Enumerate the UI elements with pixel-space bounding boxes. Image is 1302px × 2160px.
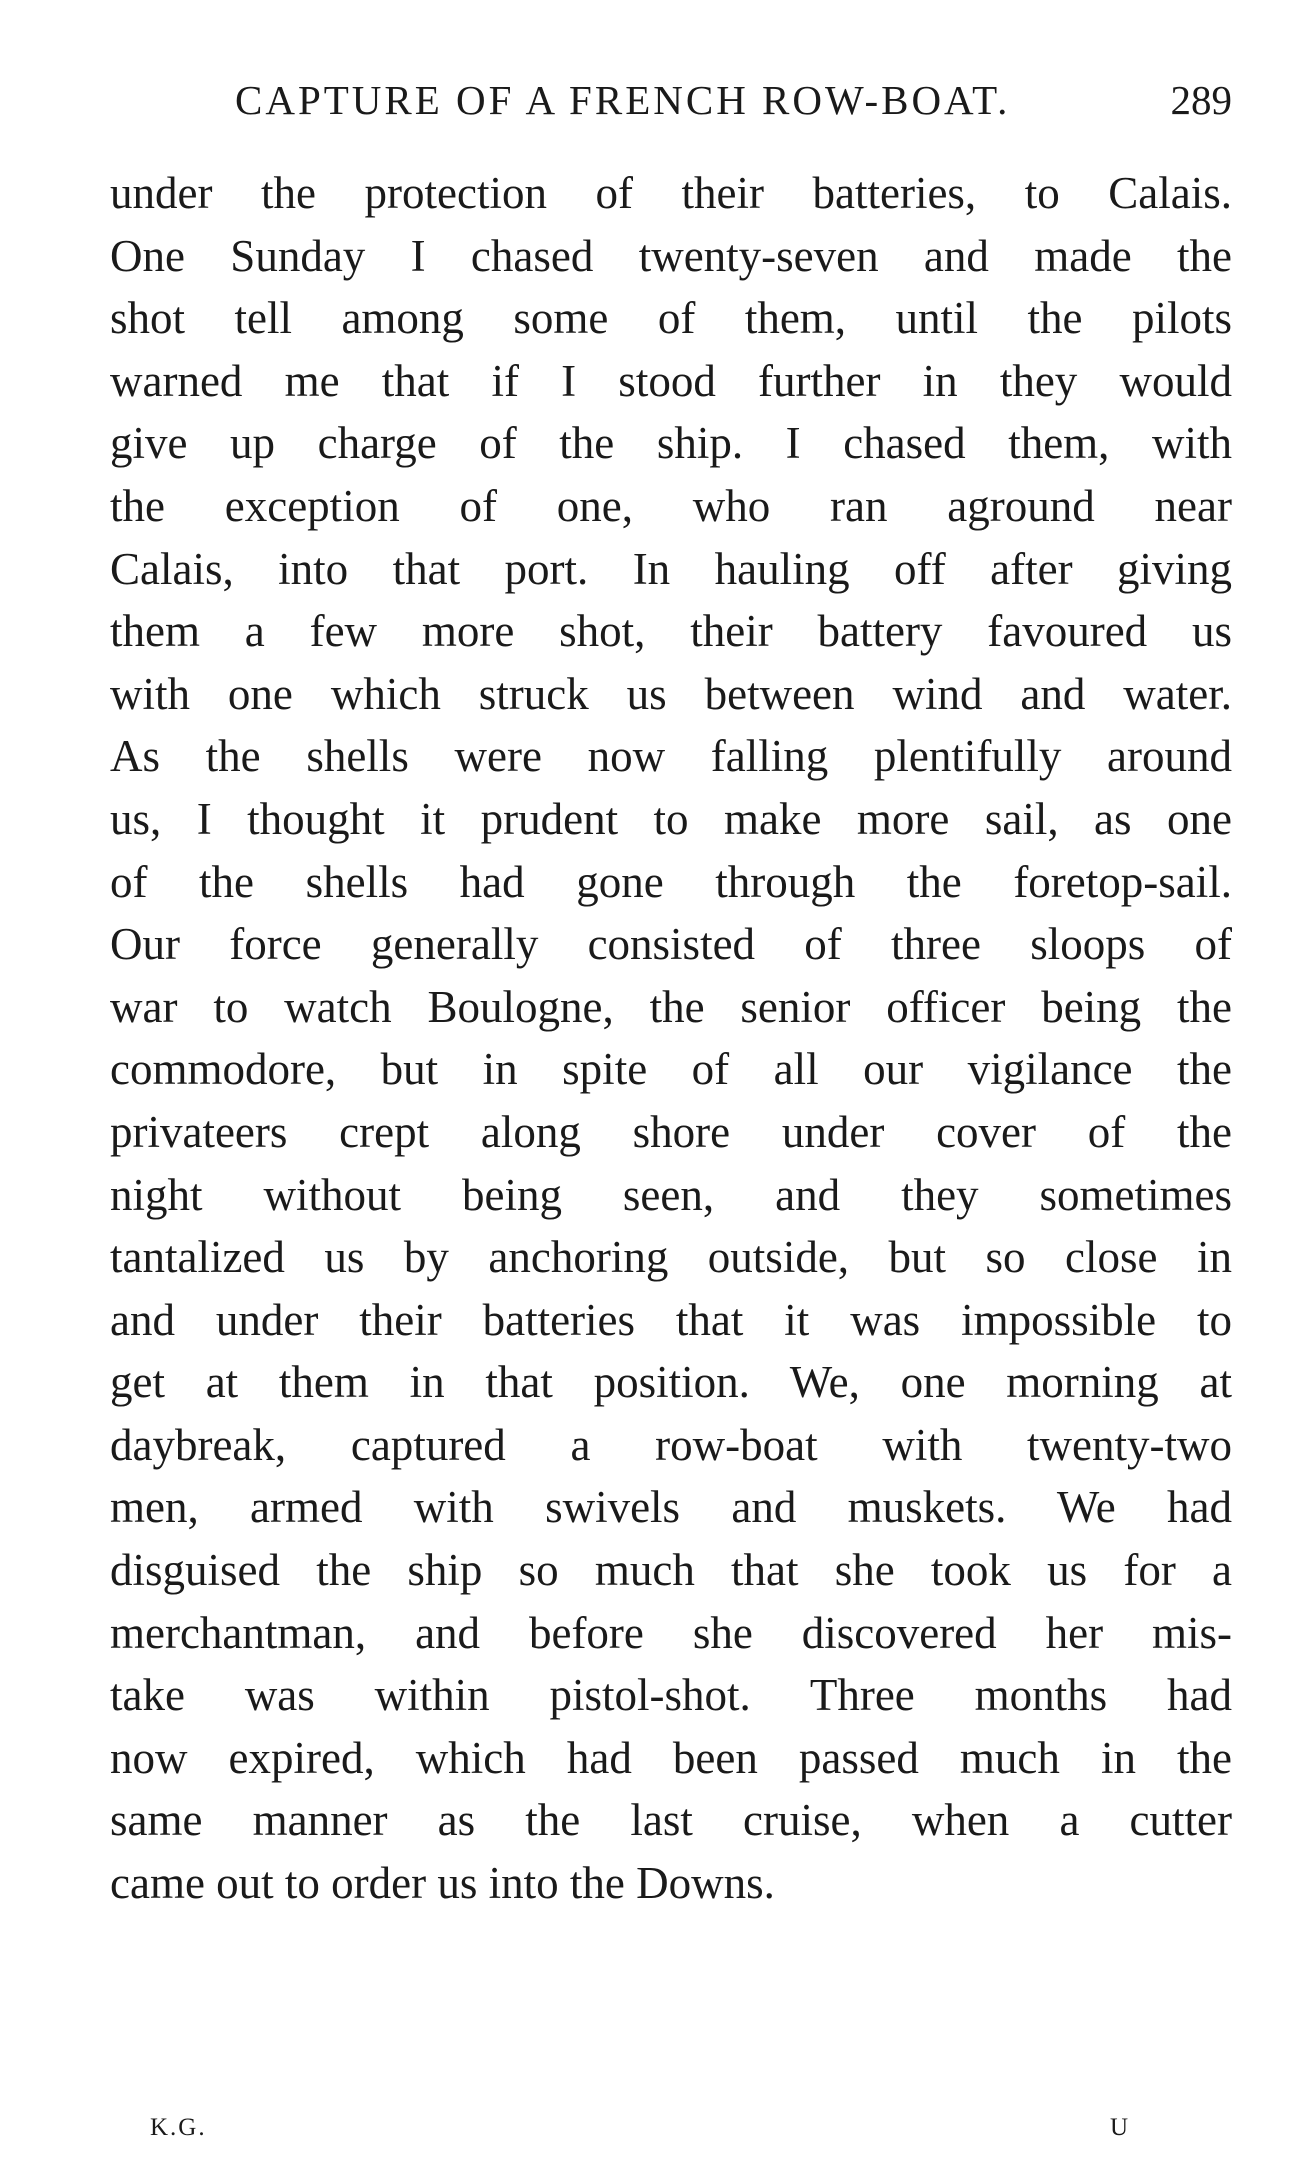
text-line: the exception of one, who ran aground near — [110, 480, 1232, 531]
page-number: 289 — [1170, 77, 1232, 123]
text-line: One Sunday I chased twenty-seven and made the — [110, 230, 1232, 281]
running-head — [110, 70, 1232, 130]
text-line: privateers crept along shore under cover of the — [110, 1106, 1232, 1157]
text-line: merchantman, and before she discovered her mis- — [110, 1607, 1232, 1658]
text-line: them a few more shot, their battery favoured us — [110, 606, 1232, 657]
text-line: disguised the ship so much that she took us for a — [110, 1545, 1232, 1596]
body-text — [110, 162, 1232, 1915]
text-line: us, I thought it prudent to make more sail, as one — [110, 793, 1232, 844]
text-line: men, armed with swivels and muskets. We had — [110, 1482, 1232, 1533]
text-line: As the shells were now falling plentifully around — [110, 731, 1232, 782]
text-line-last: came out to order us into the Downs. — [110, 1858, 775, 1909]
text-line: of the shells had gone through the foretop-sail. — [110, 856, 1232, 907]
text-line: now expired, which had been passed much in the — [110, 1732, 1232, 1783]
sheet-signature-mark: U — [1109, 2114, 1130, 2141]
text-line: get at them in that position. We, one morning at — [110, 1357, 1232, 1408]
text-line: commodore, but in spite of all our vigilance the — [110, 1044, 1232, 1095]
text-line: give up charge of the ship. I chased them, with — [110, 418, 1232, 469]
printer-signature: K.G. — [150, 2114, 207, 2141]
text-line: Calais, into that port. In hauling off after giving — [110, 543, 1232, 594]
text-line: same manner as the last cruise, when a cutter — [110, 1795, 1232, 1846]
text-line: with one which struck us between wind and water. — [110, 668, 1232, 719]
text-line: night without being seen, and they sometimes — [110, 1169, 1232, 1220]
text-line: shot tell among some of them, until the pilots — [110, 293, 1232, 344]
running-title: CAPTURE OF A FRENCH ROW-BOAT. — [235, 77, 1011, 123]
text-line: take was within pistol-shot. Three months had — [110, 1670, 1232, 1721]
text-line: under the protection of their batteries, to Calais. — [110, 168, 1232, 218]
page-footer — [150, 2108, 1130, 2148]
text-line: war to watch Boulogne, the senior officer being the — [110, 981, 1232, 1032]
text-line: daybreak, captured a row-boat with twenty-two — [110, 1419, 1232, 1470]
text-line: Our force generally consisted of three sloops of — [110, 919, 1232, 970]
text-line: tantalized us by anchoring outside, but so close in — [110, 1232, 1232, 1283]
text-line: and under their batteries that it was impossible to — [110, 1294, 1232, 1345]
text-line: warned me that if I stood further in they would — [110, 355, 1232, 406]
